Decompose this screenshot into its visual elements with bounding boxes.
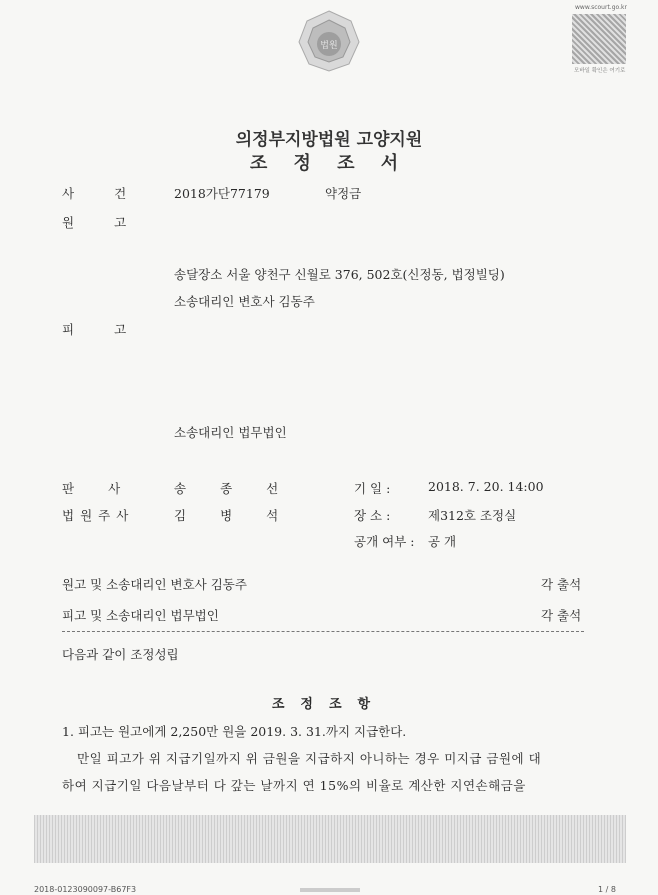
terms-title: 조정조항 <box>271 697 387 712</box>
place-label: 장 소 : <box>354 508 391 523</box>
defendant-label: 피고 <box>62 322 167 337</box>
public-value: 공 개 <box>428 534 457 549</box>
case-name: 약정금 <box>325 186 362 201</box>
attendance-status-2: 각 출석 <box>541 608 582 623</box>
date-label: 기 일 : <box>354 481 391 496</box>
plaintiff-agent: 소송대리인 변호사 김동주 <box>174 294 315 309</box>
qr-code <box>572 14 626 64</box>
page-number: 1 / 8 <box>598 885 616 894</box>
clerk-name: 김병석 <box>174 508 313 523</box>
court-emblem <box>293 8 365 74</box>
case-label: 사건 <box>62 186 167 201</box>
date-value: 2018. 7. 20. 14:00 <box>428 479 544 494</box>
terms-item-1-cont-1: 만일 피고가 위 지급기일까지 위 금원을 지급하지 아니하는 경우 미지급 금원에 대 <box>77 751 542 766</box>
qr-caption: 모바일 확인은 여기로 <box>574 68 626 74</box>
plaintiff-service-address: 송달장소 서울 양천구 신월로 376, 502호(신정동, 법정빌딩) <box>174 267 505 282</box>
attendance-party-2: 피고 및 소송대리인 법무법인 <box>62 608 219 623</box>
plaintiff-label: 원고 <box>62 215 167 230</box>
terms-item-1: 1. 피고는 원고에게 2,250만 원을 2019. 3. 31.까지 지급한다. <box>62 724 407 739</box>
outcome-text: 다음과 같이 조정성립 <box>62 647 179 662</box>
attendance-status-1: 각 출석 <box>541 577 582 592</box>
public-label: 공개 여부 : <box>354 534 415 549</box>
court-name: 의정부지방법원 고양지원 <box>235 130 423 150</box>
clerk-label: 법원주사 <box>62 508 135 523</box>
document-title: 조 정 조 서 <box>249 153 409 174</box>
attendance-party-1: 원고 및 소송대리인 변호사 김동주 <box>62 577 247 592</box>
footer-barcode <box>300 888 360 892</box>
defendant-agent: 소송대리인 법무법인 <box>174 425 287 440</box>
qr-url: www.scourt.go.kr <box>575 4 627 11</box>
judge-label: 판사 <box>62 481 155 496</box>
place-value: 제312호 조정실 <box>428 508 517 523</box>
judge-name: 송종선 <box>174 481 313 496</box>
emblem-text: 법원 <box>320 41 338 51</box>
divider <box>62 631 584 632</box>
footer-security-band <box>34 815 626 863</box>
terms-item-1-cont-2: 하여 지급기일 다음날부터 다 갚는 날까지 연 15%의 비율로 계산한 지연손해금을 <box>62 778 526 793</box>
case-number: 2018가단77179 <box>174 186 270 201</box>
document-id: 2018-0123090097-B67F3 <box>34 885 137 894</box>
